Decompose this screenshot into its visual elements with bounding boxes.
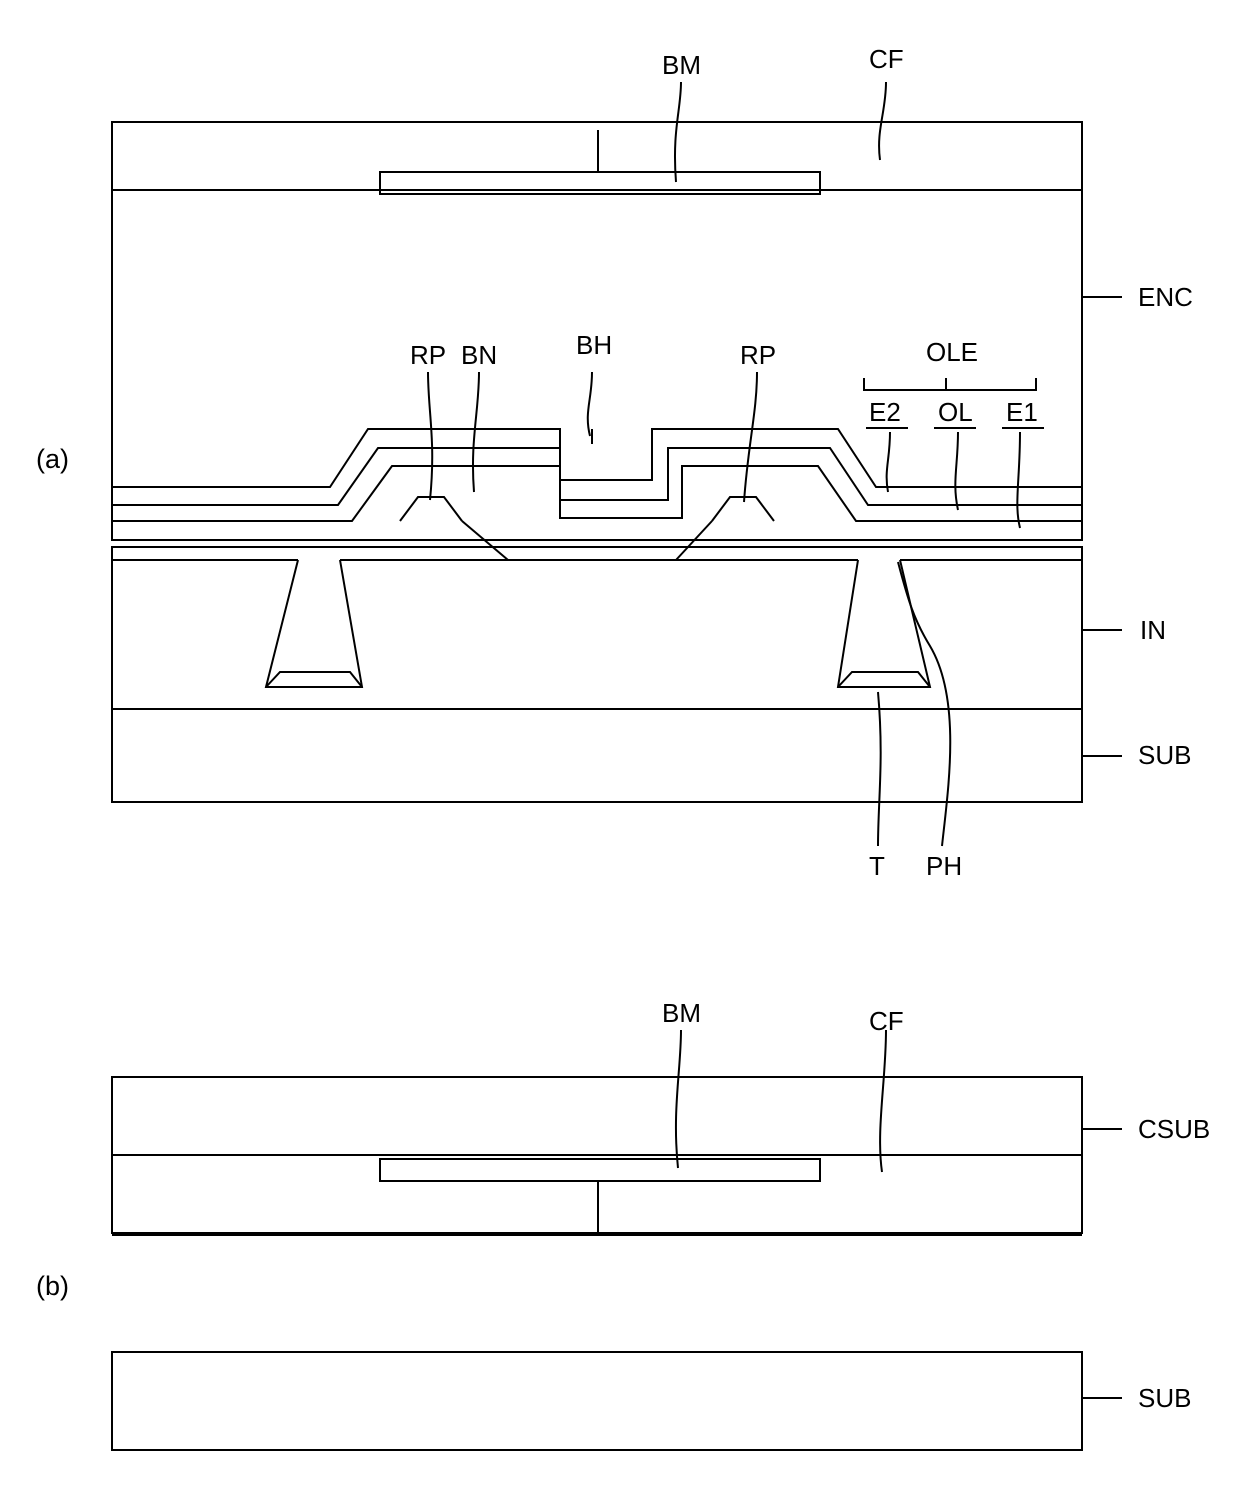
panel-a-bn-right: [712, 497, 774, 521]
panel-a-leader-ol: [955, 432, 958, 510]
label-bm-a: BM: [662, 50, 701, 80]
panel-a-bn-left: [400, 497, 462, 521]
panel-a-e2-layer: [112, 429, 1082, 487]
panel-a-leader-bm: [675, 82, 681, 182]
panel-b-csub-block: [112, 1077, 1082, 1155]
label-e2: E2: [869, 397, 901, 427]
label-sub-b: SUB: [1138, 1383, 1192, 1413]
label-cf-a: CF: [869, 44, 904, 74]
label-bh: BH: [576, 330, 613, 360]
panel-a-leader-rp-left: [428, 372, 432, 500]
panel-a-leader-rp-right: [744, 372, 757, 502]
label-csub: CSUB: [1138, 1114, 1211, 1144]
label-in: IN: [1140, 615, 1166, 645]
panel-b-leader-cf: [880, 1030, 886, 1172]
label-enc: ENC: [1138, 282, 1193, 312]
panel-a-brace-ole-left: [864, 378, 946, 390]
label-t: T: [869, 851, 885, 881]
panel-a-via-right: [838, 560, 930, 687]
panel-a-leader-ph: [898, 562, 950, 846]
label-rp-right: RP: [740, 340, 777, 370]
label-bn: BN: [461, 340, 498, 370]
label-sub-a: SUB: [1138, 740, 1192, 770]
panel-a-sub-block: [112, 709, 1082, 802]
panel-a-leader-e1: [1017, 432, 1020, 528]
panel-a-leader-e2: [887, 432, 890, 492]
panel-a-pad-left: [266, 672, 362, 687]
panel-a-in-block: [112, 547, 1082, 709]
label-cf-b: CF: [869, 1006, 904, 1036]
label-bm-b: BM: [662, 998, 701, 1028]
label-ole: OLE: [926, 337, 979, 367]
panel-a-leader-bh: [588, 372, 592, 436]
panel-b-leader-bm: [676, 1030, 681, 1168]
panel-a-brace-ole-right: [946, 378, 1036, 390]
panel-b-tag: (b): [36, 1271, 69, 1301]
panel-a-pad-right: [838, 672, 930, 687]
label-ph: PH: [926, 851, 963, 881]
panel-a-leader-t: [878, 692, 881, 846]
panel-a-e1-layer: [112, 466, 1082, 521]
label-e1: E1: [1006, 397, 1038, 427]
label-rp-left: RP: [410, 340, 447, 370]
panel-a-ol-layer: [112, 448, 1082, 505]
panel-b-bm-bar: [380, 1159, 820, 1181]
label-ol: OL: [938, 397, 973, 427]
panel-a-tag: (a): [36, 444, 69, 474]
panel-a-via-left: [266, 560, 362, 687]
panel-b-sub-block: [112, 1352, 1082, 1450]
panel-a-leader-bn: [473, 372, 479, 492]
